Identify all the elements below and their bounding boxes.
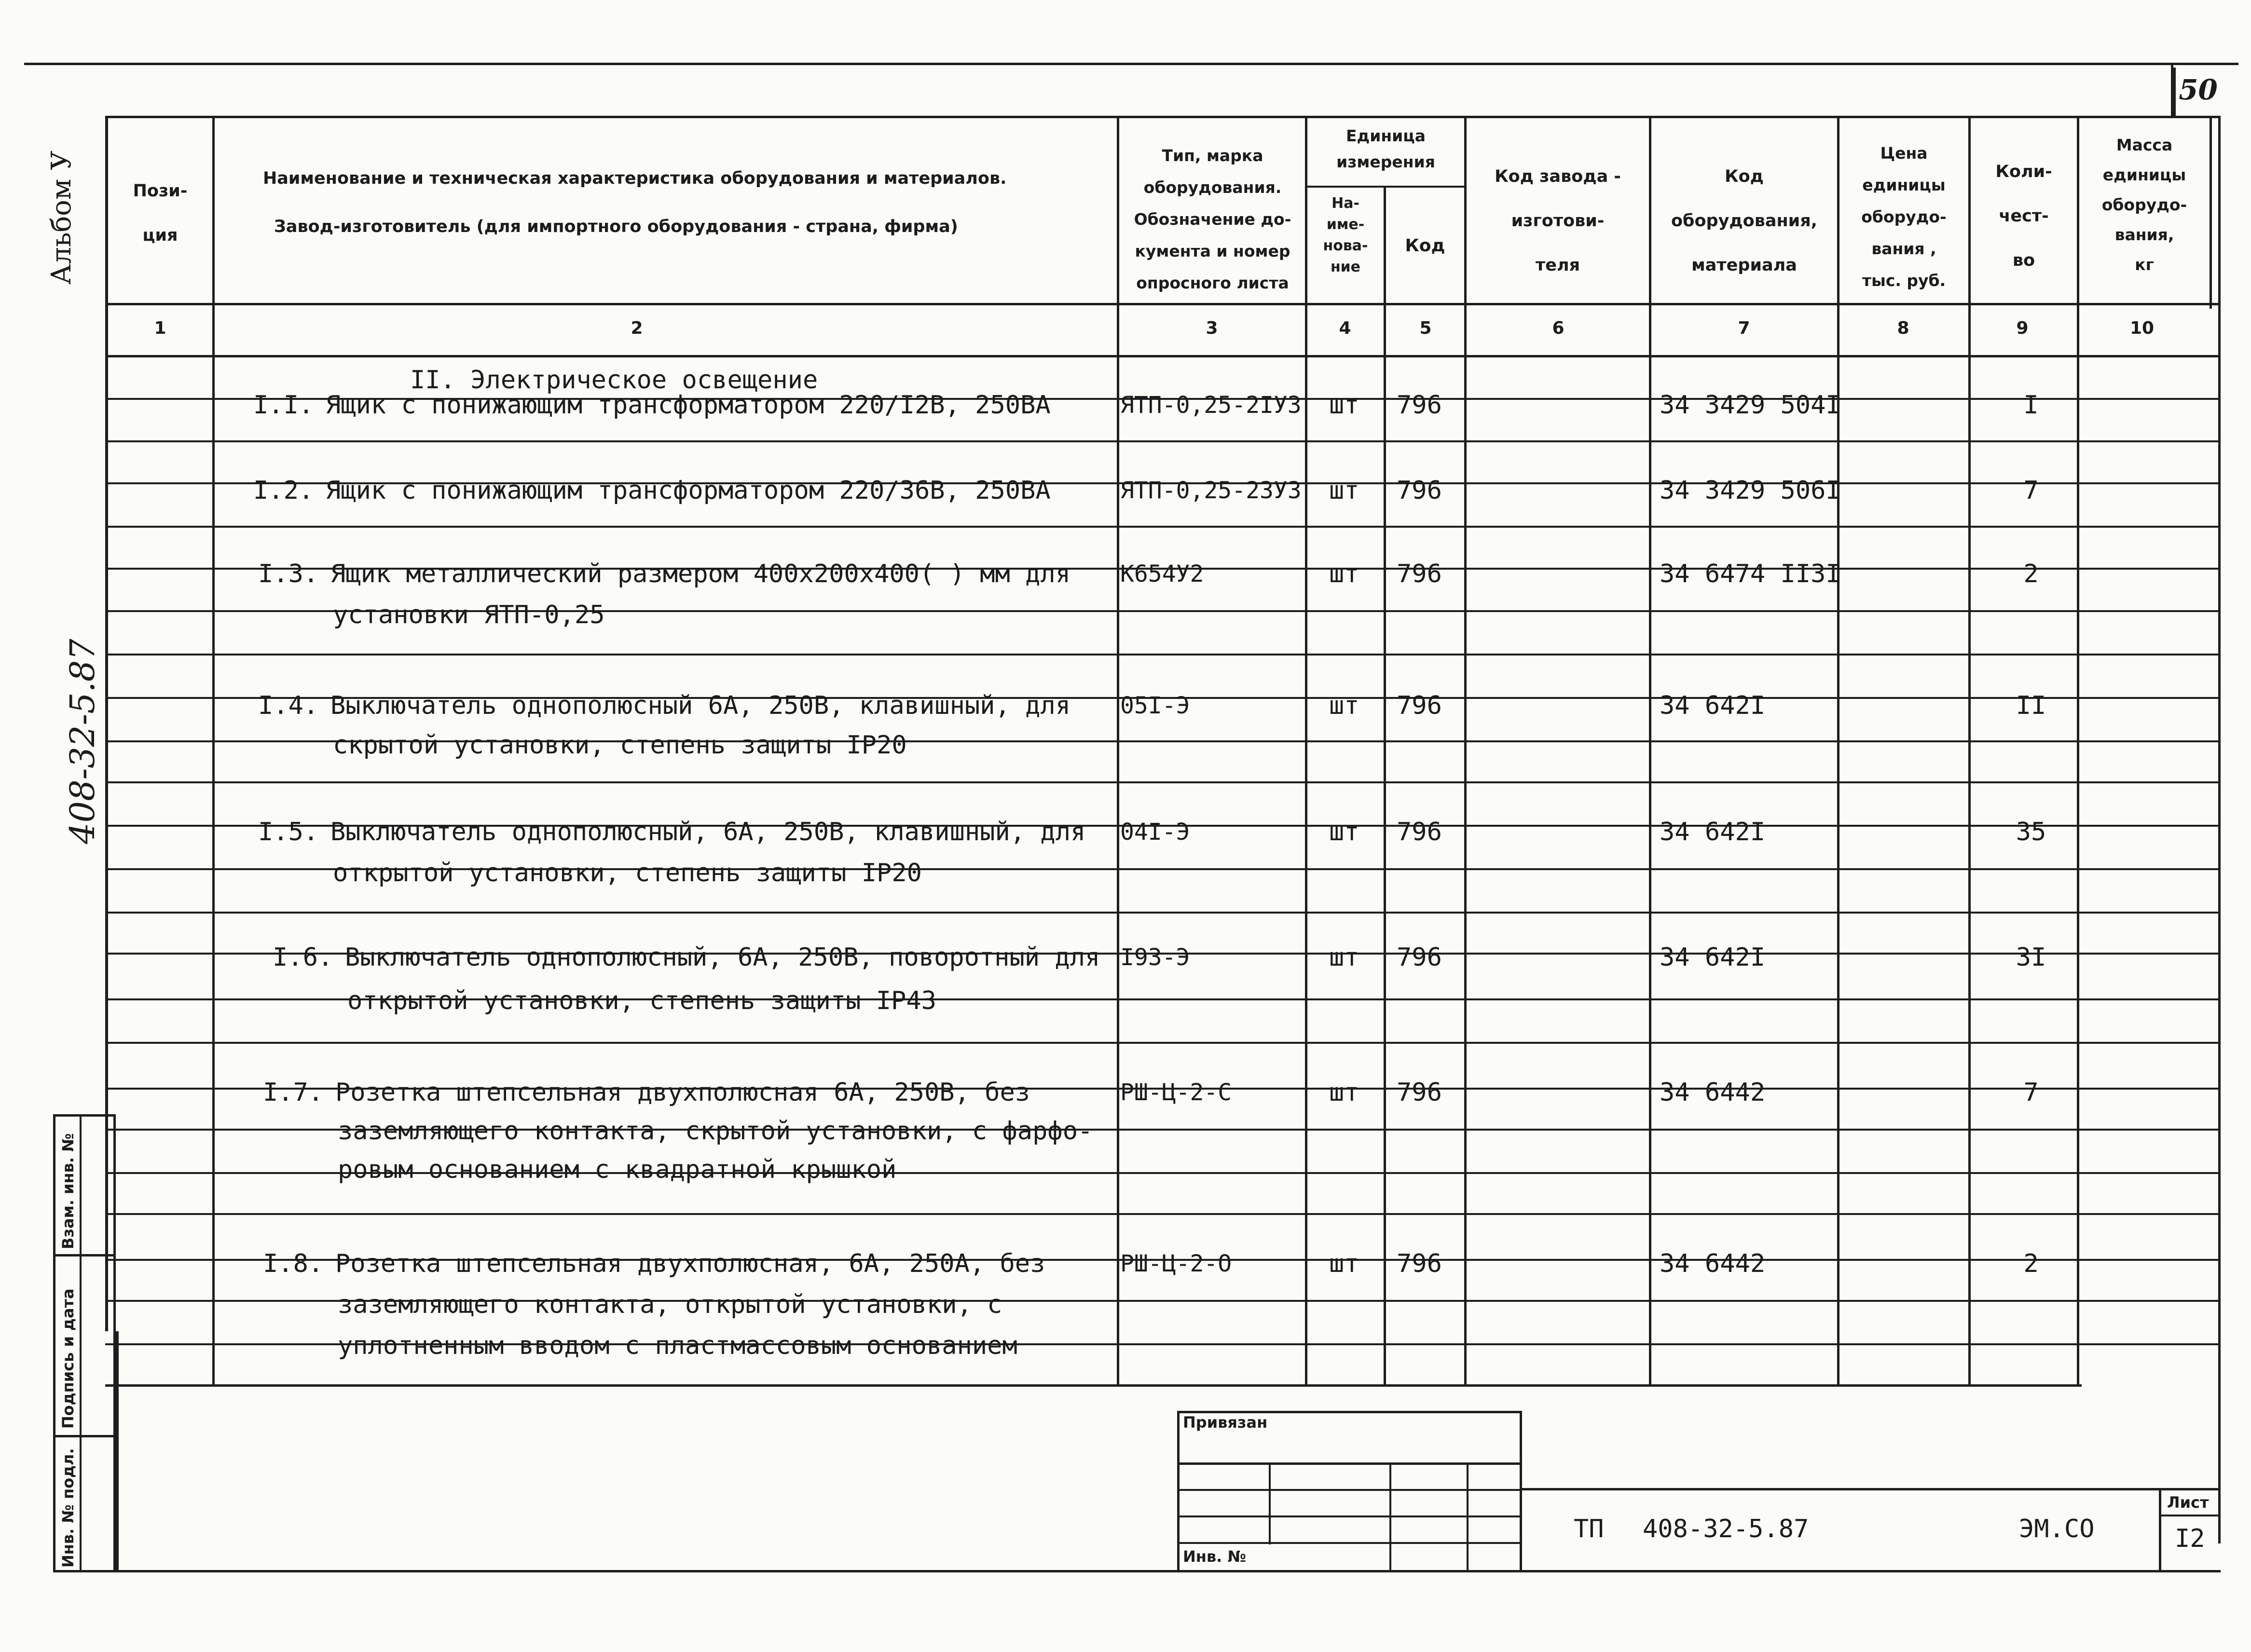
vzam-inv-label: Взам. инв. № <box>59 1133 77 1249</box>
header-price: Цена единицы оборудо- вания , тыс. руб. <box>1861 144 1947 290</box>
left-stamp-divider <box>80 1114 82 1572</box>
left-stamp-h2 <box>53 1435 116 1437</box>
header-bottom-line <box>105 303 2220 305</box>
privyazan-label: Привязан <box>1183 1413 1268 1432</box>
numbers-bottom-line <box>105 355 2220 357</box>
item-unit-code: 796 <box>1397 560 1442 588</box>
item-unit-code: 796 <box>1397 691 1442 720</box>
item-quantity: II <box>2016 691 2046 720</box>
item-type: ЯТП-0,25-2IУ3 <box>1120 392 1302 419</box>
stamp-h1 <box>1177 1462 1522 1465</box>
item-name-line: заземляющего контакта, скрытой установки, с фарфо- <box>338 1117 1093 1146</box>
left-stamp-h1 <box>53 1254 116 1256</box>
item-name-line: заземляющего контакта, открытой установки, с <box>338 1290 1002 1319</box>
item-position: I.8. <box>263 1249 324 1278</box>
colnum-8: 8 <box>1897 318 1909 338</box>
colnum-1: 1 <box>154 318 166 338</box>
header-factory-code: Код завода - изготови- теля <box>1495 167 1621 275</box>
item-position: I.7. <box>263 1078 324 1107</box>
header-unit-name: На- име- нова- ние <box>1323 195 1368 275</box>
row-line <box>105 912 2220 914</box>
item-material-code: 34 642I <box>1660 691 1766 720</box>
item-quantity: 3I <box>2016 943 2046 972</box>
colnum-7: 7 <box>1738 318 1750 338</box>
stamp-v3 <box>1467 1462 1469 1572</box>
item-name-line: открытой установки, степень защиты IP43 <box>347 986 936 1015</box>
item-name-line: Ящик с понижающим трансформатором 220/I2В, 250ВА <box>326 391 1051 420</box>
tp-label: ТП <box>1574 1515 1604 1543</box>
col-line-8 <box>1968 116 1971 1387</box>
colnum-10: 10 <box>2129 318 2155 338</box>
header-quantity: Коли- чест- во <box>1995 162 2052 270</box>
item-unit-code: 796 <box>1397 476 1442 505</box>
page-number-box <box>2173 68 2221 118</box>
sheet-number: I2 <box>2175 1524 2205 1553</box>
item-quantity: 2 <box>2023 1249 2039 1278</box>
page-number: 50 <box>2179 73 2218 106</box>
colnum-4: 4 <box>1339 318 1351 338</box>
col-line-6 <box>1649 116 1651 1387</box>
item-unit: шт <box>1329 391 1359 420</box>
stamp-h4 <box>1177 1542 1522 1544</box>
item-unit-code: 796 <box>1397 818 1442 846</box>
item-type: К654У2 <box>1120 560 1204 587</box>
item-type: РШ-Ц-2-О <box>1120 1250 1232 1277</box>
header-type: Тип, марка оборудования. Обозначение до- кумента и номер опросного листа <box>1134 146 1291 292</box>
item-quantity: 2 <box>2023 560 2039 588</box>
item-unit-code: 796 <box>1397 1249 1442 1278</box>
frame-bottom <box>116 1570 2221 1572</box>
item-name-line: Розетка штепсельная двухполюсная, 6А, 250А, без <box>335 1249 1045 1278</box>
row-line <box>105 654 2220 655</box>
header-top-line <box>105 116 2220 118</box>
header-unit-code: Код <box>1405 236 1445 256</box>
item-name-line: Розетка штепсельная двухполюсная 6А, 250В, без <box>335 1078 1030 1107</box>
item-position: I.6. <box>273 943 333 972</box>
sheet-box-divider <box>2159 1515 2221 1516</box>
col-line-3 <box>1305 116 1307 1387</box>
item-unit: шт <box>1329 1078 1359 1107</box>
item-unit: шт <box>1329 943 1359 972</box>
item-material-code: 34 6442 <box>1660 1078 1766 1107</box>
stamp-v1 <box>1269 1462 1271 1544</box>
item-position: I.5. <box>258 818 319 846</box>
item-name-line: скрытой установки, степень защиты IP20 <box>333 731 907 760</box>
col-line-1 <box>212 116 215 1387</box>
header-name-line1: Наименование и техническая характеристика оборудования и материалов. <box>263 169 1007 188</box>
table-bottom-line <box>105 1384 2082 1387</box>
item-position: I.3. <box>258 560 319 588</box>
item-material-code: 34 6442 <box>1660 1249 1766 1278</box>
item-material-code: 34 3429 506I <box>1660 476 1841 505</box>
top-border-line <box>24 63 2238 65</box>
item-name-line: Выключатель однополюсный, 6А, 250В, поворотный для <box>345 943 1100 972</box>
item-position: I.4. <box>258 691 319 720</box>
item-unit: шт <box>1329 1249 1359 1278</box>
item-position: I.I. <box>253 391 314 420</box>
album-code: 408-32-5.87 <box>63 639 102 844</box>
item-unit: шт <box>1329 818 1359 846</box>
row-line <box>105 1213 2220 1215</box>
item-name-line: открытой установки, степень защиты IP20 <box>333 859 922 887</box>
section-title: II. Электрическое освещение <box>410 366 818 395</box>
row-line <box>105 440 2220 442</box>
item-name-line: Ящик с понижающим трансформатором 220/36В, 250ВА <box>326 476 1051 505</box>
colnum-5: 5 <box>1419 318 1432 338</box>
col-line-7 <box>1837 116 1839 1387</box>
sheet-label: Лист <box>2167 1493 2209 1512</box>
col-line-9 <box>2077 116 2079 1387</box>
col-line-10 <box>2210 116 2212 309</box>
frame-left-lower <box>116 1331 119 1572</box>
header-name-line2: Завод-изготовитель (для импортного оборудования - страна, фирма) <box>274 217 958 236</box>
item-material-code: 34 642I <box>1660 943 1766 972</box>
colnum-9: 9 <box>2016 318 2029 338</box>
title-block-top <box>1522 1488 2220 1490</box>
doc-number: 408-32-5.87 <box>1643 1515 1809 1543</box>
row-line <box>105 1042 2220 1044</box>
stamp-v2 <box>1389 1462 1391 1572</box>
doc-mark: ЭМ.СО <box>2019 1515 2095 1543</box>
item-type: 05I-Э <box>1120 692 1190 719</box>
stamp-h3 <box>1177 1515 1522 1517</box>
frame-right <box>2218 116 2221 1543</box>
col-line-4 <box>1384 186 1386 1387</box>
item-name-line: уплотненным вводом с пластмассовым основанием <box>338 1331 1017 1360</box>
item-quantity: I <box>2023 391 2039 420</box>
item-position: I.2. <box>253 476 314 505</box>
item-name-line: Выключатель однополюсный 6А, 250В, клавишный, для <box>330 691 1071 720</box>
item-unit-code: 796 <box>1397 391 1442 420</box>
stamp-h2 <box>1177 1489 1522 1491</box>
item-name-line: ровым основанием с квадратной крышкой <box>338 1155 897 1184</box>
item-material-code: 34 642I <box>1660 818 1766 846</box>
item-unit-code: 796 <box>1397 943 1442 972</box>
inv-no-label: Инв. № <box>1183 1547 1246 1566</box>
item-material-code: 34 3429 504I <box>1660 391 1841 420</box>
colnum-2: 2 <box>631 318 643 338</box>
header-material-code: Код оборудования, материала <box>1671 167 1817 275</box>
item-unit-code: 796 <box>1397 1078 1442 1107</box>
item-name-line: Ящик металлический размером 400х200х400( ) мм для <box>330 560 1071 588</box>
item-material-code: 34 6474 II3I <box>1660 560 1841 588</box>
item-quantity: 7 <box>2023 476 2039 505</box>
item-type: I93-Э <box>1120 944 1190 971</box>
item-type: РШ-Ц-2-С <box>1120 1079 1232 1106</box>
podpis-data-label: Подпись и дата <box>59 1288 77 1429</box>
colnum-3: 3 <box>1206 318 1218 338</box>
item-type: 04I-Э <box>1120 819 1190 846</box>
header-position: Пози- ция <box>133 181 188 245</box>
header-unit: Единица измерения <box>1336 126 1435 171</box>
row-line <box>105 526 2220 528</box>
item-unit: шт <box>1329 691 1359 720</box>
inv-podl-label: Инв. № подл. <box>59 1448 77 1568</box>
item-name-line: установки ЯТП-0,25 <box>333 601 605 629</box>
album-label: Альбом У <box>46 150 77 285</box>
item-type: ЯТП-0,25-23У3 <box>1120 477 1302 504</box>
colnum-6: 6 <box>1552 318 1565 338</box>
item-name-line: Выключатель однополюсный, 6А, 250В, клавишный, для <box>330 818 1086 846</box>
col-line-2 <box>1117 116 1119 1387</box>
row-line <box>105 781 2220 783</box>
item-unit: шт <box>1329 560 1359 588</box>
item-unit: шт <box>1329 476 1359 505</box>
header-mass: Масса единицы оборудо- вания, кг <box>2101 136 2187 274</box>
col-line-5 <box>1464 116 1467 1387</box>
item-quantity: 7 <box>2023 1078 2039 1107</box>
item-quantity: 35 <box>2016 818 2046 846</box>
